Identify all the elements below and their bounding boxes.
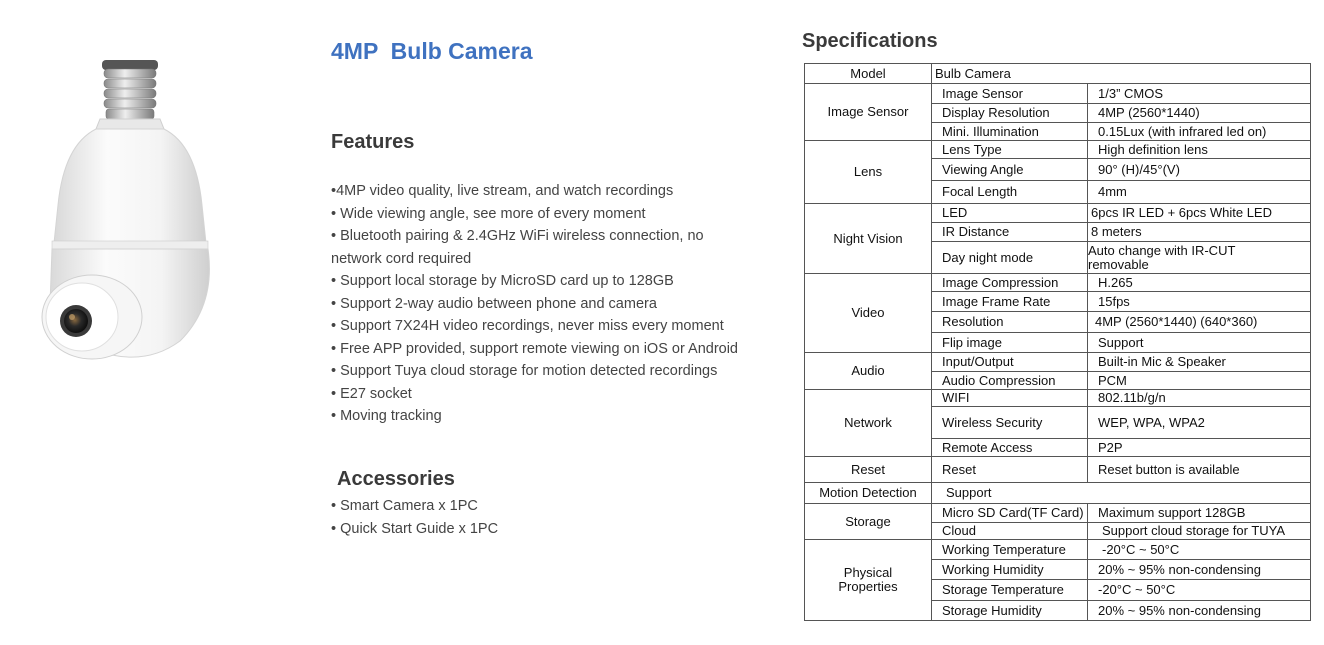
feature-item: • Wide viewing angle, see more of every moment — [331, 205, 646, 222]
spec-category: Night Vision — [805, 204, 932, 274]
spec-value: 4mm — [1088, 181, 1311, 204]
spec-row — [805, 353, 1311, 372]
spec-label: Audio Compression — [932, 372, 1088, 390]
spec-label: Focal Length — [932, 181, 1088, 204]
spec-row — [805, 483, 1311, 504]
spec-value: Support cloud storage for TUYA — [1088, 523, 1311, 540]
bulb-camera-image — [30, 55, 230, 375]
camera-lens — [60, 305, 92, 337]
spec-value: Maximum support 128GB — [1088, 504, 1311, 523]
spec-category: Model — [805, 64, 932, 84]
spec-label: Image Sensor — [932, 84, 1088, 104]
spec-value: Support — [1088, 333, 1311, 353]
spec-row — [805, 84, 1311, 104]
spec-label: Storage Temperature — [932, 580, 1088, 601]
spec-label: Reset — [932, 457, 1088, 483]
spec-category: Video — [805, 274, 932, 353]
spec-value: Reset button is available — [1088, 457, 1311, 483]
spec-value: -20°C ~ 50°C — [1088, 580, 1311, 601]
spec-value: Built-in Mic & Speaker — [1088, 353, 1311, 372]
spec-label: Mini. Illumination — [932, 123, 1088, 141]
accessory-item: • Smart Camera x 1PC — [331, 498, 478, 514]
spec-label: Image Frame Rate — [932, 292, 1088, 312]
feature-item: • Support Tuya cloud storage for motion detected recordings — [331, 363, 718, 379]
spec-label: Image Compression — [932, 274, 1088, 292]
spec-value: 20% ~ 95% non-condensing — [1088, 560, 1311, 580]
spec-label: Flip image — [932, 333, 1088, 353]
spec-value: Auto change with IR-CUT removable — [1088, 242, 1311, 274]
spec-row — [805, 204, 1311, 223]
spec-value: Bulb Camera — [932, 64, 1311, 84]
spec-label: Cloud — [932, 523, 1088, 540]
spec-row — [805, 274, 1311, 292]
feature-item: • Support 7X24H video recordings, never miss every moment — [331, 318, 724, 334]
features-heading: Features — [331, 131, 415, 153]
spec-label: Working Temperature — [932, 540, 1088, 560]
spec-value: 1/3” CMOS — [1088, 84, 1311, 104]
feature-item: • Bluetooth pairing & 2.4GHz WiFi wireless connection, no network cord required — [331, 228, 704, 267]
accessories-list — [331, 495, 498, 540]
spec-value: P2P — [1088, 439, 1311, 457]
specifications-table — [804, 63, 1311, 621]
spec-label: Remote Access — [932, 439, 1088, 457]
spec-label: Lens Type — [932, 141, 1088, 159]
spec-category — [805, 540, 932, 621]
spec-value: PCM — [1088, 372, 1311, 390]
spec-label: Resolution — [932, 312, 1088, 333]
spec-value: 15fps — [1088, 292, 1311, 312]
spec-value: 20% ~ 95% non-condensing — [1088, 601, 1311, 621]
features-list — [331, 180, 751, 428]
feature-item: •4MP video quality, live stream, and watch recordings — [331, 183, 674, 199]
spec-row — [805, 141, 1311, 159]
spec-category-line: Properties — [838, 579, 898, 594]
product-title: 4MP Bulb Camera — [331, 38, 533, 64]
spec-label: Wireless Security — [932, 407, 1088, 439]
spec-value: 4MP (2560*1440) (640*360) — [1088, 312, 1311, 333]
spec-category-line: Physical — [843, 565, 893, 580]
accessories-heading: Accessories — [337, 468, 455, 490]
spec-label: Micro SD Card(TF Card) — [932, 504, 1088, 523]
spec-category: Reset — [805, 457, 932, 483]
spec-label: Storage Humidity — [932, 601, 1088, 621]
spec-row — [805, 390, 1311, 407]
spec-label: Display Resolution — [932, 104, 1088, 123]
spec-label: Day night mode — [932, 242, 1088, 274]
spec-value: 0.15Lux (with infrared led on) — [1088, 123, 1311, 141]
spec-value: 802.11b/g/n — [1088, 390, 1311, 407]
feature-item: • E27 socket — [331, 385, 412, 402]
feature-item: • Moving tracking — [331, 408, 442, 424]
spec-value: Support — [932, 483, 1311, 504]
spec-category: Audio — [805, 353, 932, 390]
spec-value: 6pcs IR LED + 6pcs White LED — [1088, 204, 1311, 223]
spec-category: Network — [805, 390, 932, 457]
spec-value: 4MP (2560*1440) — [1088, 104, 1311, 123]
spec-label: Working Humidity — [932, 560, 1088, 580]
spec-category: Lens — [805, 141, 932, 204]
spec-value: 90° (H)/45°(V) — [1088, 159, 1311, 181]
spec-row — [805, 64, 1311, 84]
spec-row — [805, 504, 1311, 523]
feature-item: • Free APP provided, support remote viewing on iOS or Android — [331, 340, 738, 357]
spec-row — [805, 540, 1311, 560]
spec-label: Viewing Angle — [932, 159, 1088, 181]
spec-row — [805, 457, 1311, 483]
spec-label: LED — [932, 204, 1088, 223]
spec-value: -20°C ~ 50°C — [1088, 540, 1311, 560]
spec-category: Storage — [805, 504, 932, 540]
feature-item: • Support 2-way audio between phone and camera — [331, 295, 657, 312]
spec-category: Image Sensor — [805, 84, 932, 141]
feature-item: • Support local storage by MicroSD card up to 128GB — [331, 273, 674, 289]
spec-value: High definition lens — [1088, 141, 1311, 159]
spec-value: WEP, WPA, WPA2 — [1088, 407, 1311, 439]
spec-label: WIFI — [932, 390, 1088, 407]
specifications-heading: Specifications — [802, 30, 938, 52]
spec-label: Input/Output — [932, 353, 1088, 372]
spec-value: H.265 — [1088, 274, 1311, 292]
spec-value: 8 meters — [1088, 223, 1311, 242]
spec-label: IR Distance — [932, 223, 1088, 242]
accessory-item: • Quick Start Guide x 1PC — [331, 520, 499, 537]
spec-category: Motion Detection — [805, 483, 932, 504]
